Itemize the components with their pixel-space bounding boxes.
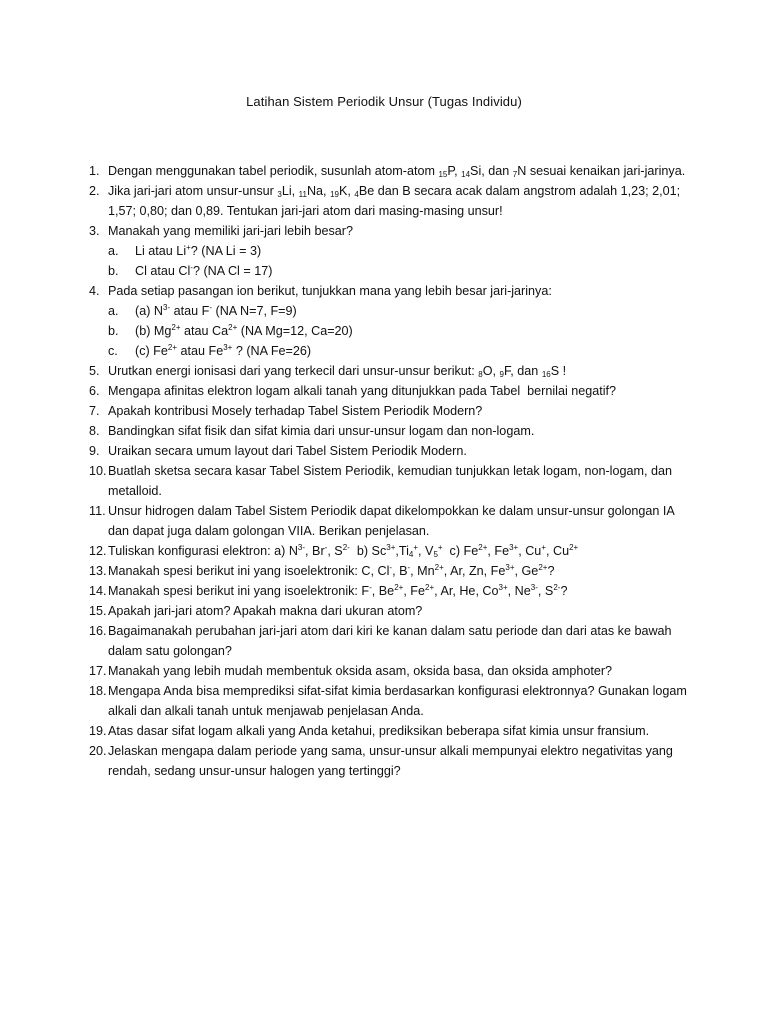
sub-question-list	[108, 301, 689, 361]
question-text: Dengan menggunakan tabel periodik, susunlah atom-atom $_{15}$P, $_{14}$Si, dan $_7$N sesuai kenaikan jari-jarinya.	[108, 164, 686, 179]
question-text: Pada setiap pasangan ion berikut, tunjukkan mana yang lebih besar jari-jarinya:	[108, 284, 552, 298]
sub-question-text: (b) $Mg^{2+}$ atau $Ca^{2+}$ (NA Mg=12, Ca=20)	[135, 323, 353, 338]
question-item	[89, 221, 689, 281]
sub-question-text: Li atau Li+? (NA Li = 3)	[135, 243, 262, 258]
question-text: Jelaskan mengapa dalam periode yang sama, unsur-unsur alkali mempunyai elektro negativitas yang rendah, sedang unsur-unsur halogen yang tertinggi?	[108, 744, 673, 778]
question-item	[89, 161, 689, 181]
question-item	[89, 541, 689, 561]
question-number: 19.	[89, 724, 107, 738]
question-number: 13.	[89, 564, 107, 578]
sub-question-text: (c) $Fe^{2+}$ atau $Fe^{3+}$ ? (NA Fe=26)	[135, 343, 312, 358]
question-number: 17.	[89, 664, 107, 678]
question-text: Unsur hidrogen dalam Tabel Sistem Periodik dapat dikelompokkan ke dalam unsur-unsur golongan IA dan dapat juga dalam golongan VIIA. Berikan penjelasan.	[108, 504, 675, 538]
question-item	[89, 741, 689, 781]
question-text: Bandingkan sifat fisik dan sifat kimia dari unsur-unsur logam dan non-logam.	[108, 424, 535, 438]
question-number: 5.	[89, 364, 100, 378]
question-item	[89, 501, 689, 541]
question-number: 12.	[89, 544, 107, 558]
sub-question-letter: b.	[108, 324, 119, 338]
question-number: 3.	[89, 224, 100, 238]
sub-question-letter: a.	[108, 244, 119, 258]
question-item	[89, 621, 689, 661]
question-number: 10.	[89, 464, 107, 478]
question-text: Jika jari-jari atom unsur-unsur $_3$Li, $_{11}$Na, $_{19}$K, $_4$Be dan B secara acak dalam angstrom adalah 1,23; 2,01; 1,57; 0,80; dan 0,89. Tentukan jari-jari atom dari masing-masing unsur!	[108, 184, 681, 218]
question-item	[89, 601, 689, 621]
question-text: Uraikan secara umum layout dari Tabel Sistem Periodik Modern.	[108, 444, 467, 458]
question-text: Urutkan energi ionisasi dari yang terkecil dari unsur-unsur berikut: $_8$O, $_9$F, dan $_{16}$S !	[108, 364, 567, 379]
question-text: Mengapa Anda bisa memprediksi sifat-sifat kimia berdasarkan konfigurasi elektronnya? Gunakan logam alkali dan alkali tanah untuk menjawab penjelasan Anda.	[108, 684, 687, 718]
question-number: 6.	[89, 384, 100, 398]
question-item	[89, 361, 689, 381]
question-item	[89, 281, 689, 361]
sub-question-letter: a.	[108, 304, 119, 318]
question-item	[89, 461, 689, 501]
question-number: 1.	[89, 164, 100, 178]
sub-question-text: (a) $N^{3-}$ atau F- (NA N=7, F=9)	[135, 303, 297, 318]
question-text: Manakah yang memiliki jari-jari lebih besar?	[108, 224, 353, 238]
question-text: Buatlah sketsa secara kasar Tabel Sistem Periodik, kemudian tunjukkan letak logam, non-logam, dan metalloid.	[108, 464, 672, 498]
question-number: 2.	[89, 184, 100, 198]
page-title: Latihan Sistem Periodik Unsur (Tugas Individu)	[246, 94, 522, 109]
question-item	[89, 401, 689, 421]
question-item	[89, 441, 689, 461]
question-number: 9.	[89, 444, 100, 458]
question-text: Atas dasar sifat logam alkali yang Anda ketahui, prediksikan beberapa sifat kimia unsur fransium.	[108, 724, 650, 738]
question-item	[89, 581, 689, 601]
sub-question-letter: b.	[108, 264, 119, 278]
question-item	[89, 721, 689, 741]
question-text: Mengapa afinitas elektron logam alkali tanah yang ditunjukkan pada Tabel bernilai negatif?	[108, 384, 617, 398]
question-number: 20.	[89, 744, 107, 758]
question-number: 7.	[89, 404, 100, 418]
sub-question-list	[108, 241, 689, 281]
question-text: Manakah spesi berikut ini yang isoelektronik: F-, $Be^{2+}$, $Fe^{2+}$, Ar, He, $Co^{3+}$, $Ne^{3-}$, $S^{2-}$?	[108, 583, 568, 598]
question-text: Manakah yang lebih mudah membentuk oksida asam, oksida basa, dan oksida amphoter?	[108, 664, 613, 678]
question-list	[89, 161, 689, 781]
question-number: 15.	[89, 604, 107, 618]
sub-question-letter: c.	[108, 344, 118, 358]
question-text: Bagaimanakah perubahan jari-jari atom dari kiri ke kanan dalam satu periode dan dari atas ke bawah dalam satu golongan?	[108, 624, 672, 658]
question-number: 16.	[89, 624, 107, 638]
question-number: 14.	[89, 584, 107, 598]
sub-question-item	[108, 301, 689, 321]
sub-question-text: Cl atau Cl-? (NA Cl = 17)	[135, 263, 273, 278]
question-item	[89, 381, 689, 401]
question-number: 8.	[89, 424, 100, 438]
sub-question-item	[108, 241, 689, 261]
question-text: Apakah kontribusi Mosely terhadap Tabel Sistem Periodik Modern?	[108, 404, 483, 418]
question-number: 11.	[89, 504, 106, 518]
question-number: 18.	[89, 684, 107, 698]
sub-question-item	[108, 341, 689, 361]
question-item	[89, 421, 689, 441]
question-number: 4.	[89, 284, 100, 298]
sub-question-item	[108, 321, 689, 341]
question-text: Manakah spesi berikut ini yang isoelektronik: C, Cl-, B-, $Mn^{2+}$, Ar, Zn, $Fe^{3+}$, $Ge^{2+}$?	[108, 563, 555, 578]
question-text: Tuliskan konfigurasi elektron: a) $N^{3-}$, Br-, $S^{2-}$ b) $Sc^{3+},Ti_4^+$, $V_5^+$ c) $Fe^{2+}$, $Fe^{3+}$, Cu+, $Cu^{2+}$	[108, 543, 579, 559]
question-item	[89, 661, 689, 681]
question-item	[89, 681, 689, 721]
question-text: Apakah jari-jari atom? Apakah makna dari ukuran atom?	[108, 604, 423, 618]
sub-question-item	[108, 261, 689, 281]
question-item	[89, 561, 689, 581]
question-item	[89, 181, 689, 221]
